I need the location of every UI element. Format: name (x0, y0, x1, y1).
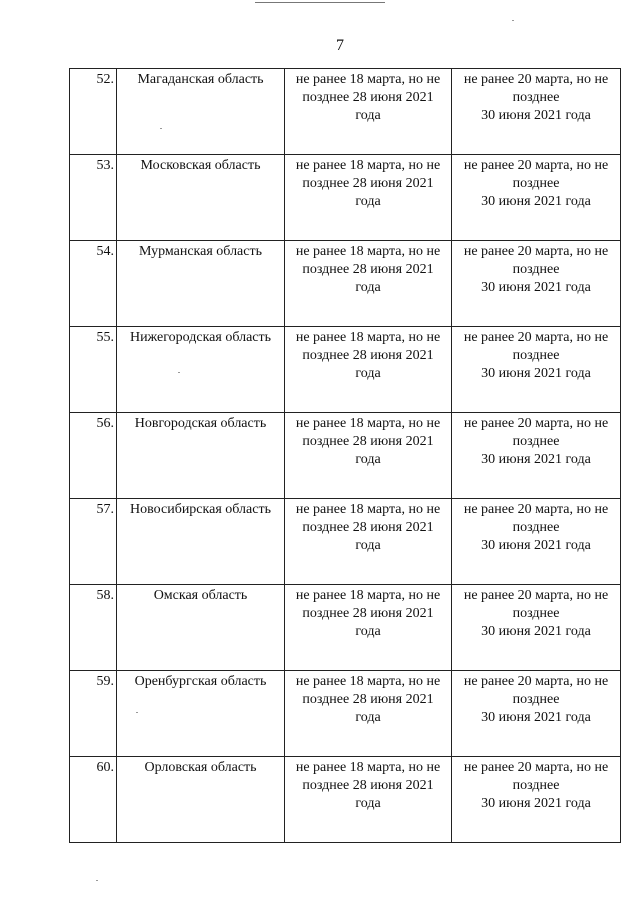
region-name (117, 499, 285, 585)
end-l3-text: 30 июня 2021 года (481, 796, 591, 811)
end-l1-text: не ранее 20 марта, но не (463, 158, 609, 173)
regions-table (69, 68, 621, 843)
start-l1-text: не ранее 18 марта, но не (295, 760, 441, 775)
row-number (70, 757, 117, 843)
end-date-period (452, 327, 621, 413)
region-name (117, 413, 285, 499)
num-text: 58. (96, 588, 114, 603)
start-l2-text: позднее 28 июня 2021 (302, 434, 434, 449)
end-l3-text: 30 июня 2021 года (481, 280, 591, 295)
start-l3-text: года (355, 108, 381, 123)
start-l3-text: года (355, 194, 381, 209)
end-l2-text: позднее (512, 90, 560, 105)
end-l3-text: 30 июня 2021 года (481, 538, 591, 553)
end-l3-text: 30 июня 2021 года (481, 194, 591, 209)
row-number (70, 69, 117, 155)
start-date-period (285, 241, 452, 327)
start-l1-text: не ранее 18 марта, но не (295, 72, 441, 87)
end-date-period (452, 671, 621, 757)
region-text: Нижегородская область (129, 330, 272, 345)
end-date-period (452, 155, 621, 241)
region-name (117, 327, 285, 413)
num-text: 56. (96, 416, 114, 431)
row-number (70, 671, 117, 757)
start-l1-text: не ранее 18 марта, но не (295, 244, 441, 259)
end-l3-text: 30 июня 2021 года (481, 366, 591, 381)
end-l2-text: позднее (512, 176, 560, 191)
region-text: Новосибирская область (130, 502, 271, 517)
region-name (117, 69, 285, 155)
table-row (70, 241, 621, 327)
start-date-period (285, 585, 452, 671)
region-name (117, 241, 285, 327)
num-text: 59. (96, 674, 114, 689)
row-number (70, 327, 117, 413)
row-number (70, 155, 117, 241)
table-body (70, 69, 621, 843)
num-text: 53. (96, 158, 114, 173)
end-l1-text: не ранее 20 марта, но не (463, 502, 609, 517)
end-l2-text: позднее (512, 348, 560, 363)
row-number (70, 413, 117, 499)
table-row (70, 327, 621, 413)
start-l1-text: не ранее 18 марта, но не (295, 158, 441, 173)
start-l1-text: не ранее 18 марта, но не (295, 330, 441, 345)
end-l2-text: позднее (512, 606, 560, 621)
start-l3-text: года (355, 796, 381, 811)
num-text: 52. (96, 72, 114, 87)
start-l3-text: года (355, 366, 381, 381)
region-text: Оренбургская область (134, 674, 267, 689)
region-name (117, 671, 285, 757)
start-l3-text: года (355, 624, 381, 639)
start-l1-text: не ранее 18 марта, но не (295, 502, 441, 517)
start-date-period (285, 757, 452, 843)
num-text: 60. (96, 760, 114, 775)
start-date-period (285, 671, 452, 757)
region-text: Новгородская область (134, 416, 267, 431)
start-l2-text: позднее 28 июня 2021 (302, 262, 434, 277)
scan-top-rule (255, 2, 385, 3)
end-l1-text: не ранее 20 марта, но не (463, 588, 609, 603)
region-text: Московская область (140, 158, 261, 173)
table-row (70, 69, 621, 155)
start-l2-text: позднее 28 июня 2021 (302, 692, 434, 707)
end-l3-text: 30 июня 2021 года (481, 624, 591, 639)
row-number (70, 241, 117, 327)
region-name (117, 155, 285, 241)
table-row (70, 499, 621, 585)
end-l3-text: 30 июня 2021 года (481, 710, 591, 725)
num-text: 55. (96, 330, 114, 345)
num-text: 54. (96, 244, 114, 259)
region-text: Мурманская область (138, 244, 262, 259)
start-date-period (285, 327, 452, 413)
start-l3-text: года (355, 280, 381, 295)
start-l2-text: позднее 28 июня 2021 (302, 606, 434, 621)
end-l2-text: позднее (512, 520, 560, 535)
start-l1-text: не ранее 18 марта, но не (295, 588, 441, 603)
end-date-period (452, 757, 621, 843)
start-l3-text: года (355, 452, 381, 467)
start-date-period (285, 499, 452, 585)
end-date-period (452, 413, 621, 499)
start-l2-text: позднее 28 июня 2021 (302, 176, 434, 191)
table-row (70, 155, 621, 241)
end-date-period (452, 499, 621, 585)
end-l2-text: позднее (512, 778, 560, 793)
end-l2-text: позднее (512, 692, 560, 707)
end-l1-text: не ранее 20 марта, но не (463, 72, 609, 87)
start-l2-text: позднее 28 июня 2021 (302, 520, 434, 535)
table-row (70, 757, 621, 843)
region-text: Магаданская область (137, 72, 264, 87)
start-l2-text: позднее 28 июня 2021 (302, 348, 434, 363)
page-number: 7 (336, 37, 344, 54)
start-l2-text: позднее 28 июня 2021 (302, 90, 434, 105)
region-text: Орловская область (144, 760, 257, 775)
end-l1-text: не ранее 20 марта, но не (463, 244, 609, 259)
region-text: Омская область (153, 588, 248, 603)
end-l1-text: не ранее 20 марта, но не (463, 674, 609, 689)
start-l1-text: не ранее 18 марта, но не (295, 416, 441, 431)
row-number (70, 499, 117, 585)
end-l1-text: не ранее 20 марта, но не (463, 760, 609, 775)
start-l1-text: не ранее 18 марта, но не (295, 674, 441, 689)
start-date-period (285, 155, 452, 241)
row-number (70, 585, 117, 671)
end-l1-text: не ранее 20 марта, но не (463, 330, 609, 345)
start-l3-text: года (355, 538, 381, 553)
region-name (117, 757, 285, 843)
end-l3-text: 30 июня 2021 года (481, 108, 591, 123)
end-l2-text: позднее (512, 434, 560, 449)
end-date-period (452, 585, 621, 671)
end-l2-text: позднее (512, 262, 560, 277)
num-text: 57. (96, 502, 114, 517)
table-row (70, 671, 621, 757)
end-date-period (452, 241, 621, 327)
end-l3-text: 30 июня 2021 года (481, 452, 591, 467)
start-date-period (285, 69, 452, 155)
end-l1-text: не ранее 20 марта, но не (463, 416, 609, 431)
start-l3-text: года (355, 710, 381, 725)
start-date-period (285, 413, 452, 499)
table-row (70, 413, 621, 499)
start-l2-text: позднее 28 июня 2021 (302, 778, 434, 793)
region-name (117, 585, 285, 671)
end-date-period (452, 69, 621, 155)
table-row (70, 585, 621, 671)
